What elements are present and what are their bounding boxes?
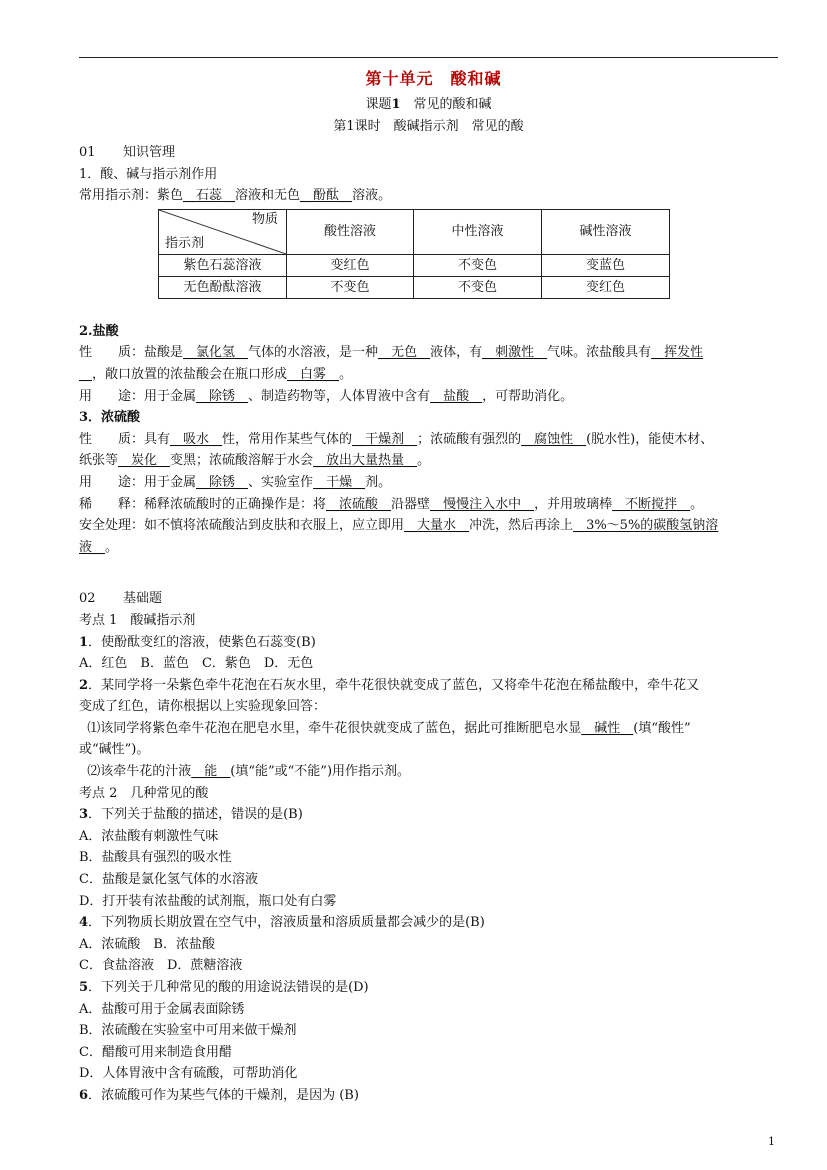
question-number: 5 <box>79 980 89 995</box>
table-cell: 变红色 <box>287 254 414 276</box>
k3-heading-text: 3．浓硫酸 <box>79 410 141 426</box>
question-2-line-2: 变成了红色，请你根据以上实验现象回答： <box>79 699 327 715</box>
text: 液体，有 <box>430 345 483 361</box>
table-header-cell: 酸性溶液 <box>287 209 414 254</box>
answer-blank: __干燥__ <box>313 474 366 490</box>
text: 冲洗，然后再涂上 <box>469 518 574 534</box>
text: ⑴该同学将紫色牵牛花泡在肥皂水里，牵牛花很快就变成了蓝色，据此可推断肥皂水显 <box>87 720 582 736</box>
k3-use-line <box>79 472 778 494</box>
text: 如不慎将浓硫酸沾到皮肤和衣服上，应立即用 <box>144 518 405 534</box>
question-number: 6 <box>79 1087 89 1103</box>
k3-heading <box>79 407 778 429</box>
text: 。 <box>417 453 431 469</box>
field-label: 性 质： <box>79 431 145 447</box>
section-number: 01 <box>79 145 96 160</box>
answer-blank: __刺激性__ <box>482 345 548 361</box>
text: ⑵该牵牛花的汁液 <box>87 764 192 780</box>
k1-line <box>79 185 778 207</box>
answer-blank: __除锈__ <box>196 388 249 404</box>
field-label: 性 质： <box>79 345 145 361</box>
table-cell: 变蓝色 <box>542 254 670 276</box>
indicator-table <box>158 209 670 299</box>
text: 气体的水溶液，是一种 <box>248 345 379 361</box>
option: C．醋酸可用来制造食用醋 <box>79 1044 232 1060</box>
question-1: 1．使酚酞变红的溶液，使紫色石蕊变(B) <box>79 634 316 650</box>
option: D．人体胃液中含有硫酸，可帮助消化 <box>79 1066 298 1082</box>
answer-blank: __盐酸__ <box>430 388 483 404</box>
k3-dilution-line <box>79 494 778 516</box>
question-2-sub-1 <box>79 718 778 740</box>
answer-blank: __ <box>79 366 92 382</box>
answer-blank: __干燥剂__ <box>352 431 418 447</box>
text: 剂。 <box>365 474 392 490</box>
question-6: 6．浓硫酸可作为某些气体的干燥剂，是因为 (B) <box>79 1087 359 1103</box>
answer-blank: __石蕊__ <box>183 188 236 204</box>
text: 稀释浓硫酸时的正确操作是：将 <box>144 496 327 512</box>
question-number: 3 <box>79 807 89 823</box>
table-header-row <box>159 209 670 254</box>
text: 变黑；浓硫酸溶解于水会 <box>170 453 314 469</box>
k2-property-line <box>79 342 778 364</box>
period-title <box>79 116 778 138</box>
lesson-prefix: 课题 <box>365 97 392 112</box>
corner-bottom-label: 指示剂 <box>165 235 205 251</box>
answer-blank: __挥发性 <box>651 345 704 361</box>
field-label: 用 途： <box>79 474 145 490</box>
question-stem: 下列物质长期放置在空气中，溶液质量和溶质质量都会减少的是(B) <box>101 915 485 931</box>
k3-property-line <box>79 429 778 451</box>
section-heading-01 <box>79 142 778 164</box>
answer-blank: __吸水__ <box>170 431 223 447</box>
field-label: 稀 释： <box>79 496 145 512</box>
k3-safety-line-2 <box>79 537 778 559</box>
table-cell: 无色酚酞溶液 <box>159 276 287 298</box>
text: 、实验室作 <box>248 474 314 490</box>
table-cell: 变红色 <box>542 276 670 298</box>
table-row <box>159 276 670 298</box>
table-cell: 不变色 <box>414 254 542 276</box>
question-number: 1 <box>79 634 89 650</box>
text: ，并用玻璃棒 <box>534 496 613 512</box>
section-heading-02 <box>79 588 778 610</box>
page-number: 1 <box>768 1135 775 1148</box>
answer-blank: __能__ <box>191 764 231 780</box>
k1-heading: 1．酸、碱与指示剂作用 <box>79 166 218 182</box>
field-label: 用 途： <box>79 388 145 404</box>
corner-top-label: 物质 <box>251 211 278 227</box>
section-label: 知识管理 <box>123 145 176 160</box>
answer-blank: __酚酞__ <box>300 188 353 204</box>
option: D．打开装有浓盐酸的试剂瓶，瓶口处有白雾 <box>79 893 337 909</box>
table-corner-cell <box>159 209 287 254</box>
section-number: 02 <box>79 591 96 607</box>
answer-blank: 液__ <box>79 539 106 555</box>
table-cell: 不变色 <box>414 276 542 298</box>
spacer <box>79 301 778 321</box>
text: 。 <box>105 539 119 555</box>
question-number: 4 <box>79 915 89 931</box>
k3-property-line-2 <box>79 450 778 472</box>
table-header-cell: 碱性溶液 <box>542 209 670 254</box>
question-2-sub-2 <box>79 761 778 783</box>
k2-heading <box>79 321 778 343</box>
table-cell: 紫色石蕊溶液 <box>159 254 287 276</box>
lesson-title <box>79 94 778 116</box>
unit-title: 第十单元 酸和碱 <box>365 69 502 88</box>
k3-safety-line <box>79 515 778 537</box>
text: ，可帮助消化。 <box>482 388 574 404</box>
answer-blank: __3%～5%的碳酸氢钠溶 <box>573 518 719 534</box>
option: A．盐酸可用于金属表面除锈 <box>79 1001 245 1017</box>
question-stem: 下列关于盐酸的描述，错误的是(B) <box>101 807 303 823</box>
answer-blank: __腐蚀性__ <box>521 431 587 447</box>
period-text: 课时 酸碱指示剂 常见的酸 <box>354 119 524 134</box>
text: 。 <box>690 496 704 512</box>
answer-blank: __慢慢注入水中__ <box>430 496 535 512</box>
lesson-text: 常见的酸和碱 <box>413 97 492 112</box>
period-number: 1 <box>346 119 355 134</box>
answer-blank: __氯化氢__ <box>183 345 249 361</box>
text: 沿器壁 <box>391 496 431 512</box>
answer-blank: __浓硫酸__ <box>326 496 392 512</box>
answer-blank: __放出大量热量__ <box>313 453 418 469</box>
answer-blank: __无色__ <box>378 345 431 361</box>
question-stem: 使酚酞变红的溶液，使紫色石蕊变(B) <box>101 634 316 650</box>
text: 盐酸是 <box>144 345 184 361</box>
question-stem: 某同学将一朵紫色牵牛花泡在石灰水里，牵牛花很快就变成了蓝色，又将牵牛花泡在稀盐酸中，牵牛花又 <box>101 677 700 693</box>
text: 气味。浓盐酸具有 <box>547 345 652 361</box>
spacer <box>79 558 778 584</box>
text: 用于金属 <box>144 388 197 404</box>
table-row <box>159 254 670 276</box>
text: ；浓硫酸有强烈的 <box>417 431 522 447</box>
text: ，敞口放置的浓盐酸会在瓶口形成 <box>92 366 288 382</box>
question-stem: 下列关于几种常见的酸的用途说法错误的是(D) <box>101 980 369 995</box>
text: 。 <box>339 366 353 382</box>
table-cell: 不变色 <box>287 276 414 298</box>
text: 纸张等 <box>79 453 119 469</box>
text: 溶液和无色 <box>235 188 301 204</box>
period-prefix: 第 <box>333 119 347 134</box>
text: 性，常用作某些气体的 <box>222 431 353 447</box>
question-4: 4．下列物质长期放置在空气中，溶液质量和溶质质量都会减少的是(B) <box>79 915 485 931</box>
table-header-cell: 中性溶液 <box>414 209 542 254</box>
option: A．浓硫酸 B．浓盐酸 <box>79 936 215 952</box>
option: A．浓盐酸有刺激性气味 <box>79 828 219 844</box>
question-number: 2 <box>79 677 89 693</box>
text: (脱水性)，能使木材、 <box>586 431 714 447</box>
text: 、制造药物等，人体胃液中含有 <box>248 388 431 404</box>
header-rule <box>79 57 778 58</box>
question-1-options: A．红色 B．蓝色 C．紫色 D．无色 <box>79 656 314 672</box>
k2-heading-text: 2.盐酸 <box>79 323 119 339</box>
text: 具有 <box>144 431 171 447</box>
answer-blank: __碱性__ <box>581 720 634 736</box>
text: 溶液。 <box>352 188 392 204</box>
option: B．盐酸具有强烈的吸水性 <box>79 850 232 866</box>
topic-heading-2: 考点 2 几种常见的酸 <box>79 785 209 801</box>
question-5: 5．下列关于几种常见的酸的用途说法错误的是(D) <box>79 980 369 995</box>
answer-blank: __除锈__ <box>196 474 249 490</box>
answer-blank: __炭化__ <box>118 453 171 469</box>
text: (填“酸性” <box>633 720 691 736</box>
text: (填“能”或“不能”)用作指示剂。 <box>230 764 411 780</box>
document-page <box>79 64 778 1107</box>
lesson-number: 1 <box>391 97 401 112</box>
text: 用于金属 <box>144 474 197 490</box>
question-2: 2．某同学将一朵紫色牵牛花泡在石灰水里，牵牛花很快就变成了蓝色，又将牵牛花泡在稀盐酸中，牵牛花又 <box>79 677 700 693</box>
option: C．食盐溶液 D．蔗糖溶液 <box>79 958 243 974</box>
question-stem: 浓硫酸可作为某些气体的干燥剂，是因为 (B) <box>101 1087 359 1103</box>
answer-blank: __不断搅拌__ <box>612 496 691 512</box>
field-label: 安全处理： <box>79 518 145 534</box>
text: 常用指示剂：紫色 <box>79 188 184 204</box>
option: B．浓硫酸在实验室中可用来做干燥剂 <box>79 1023 297 1039</box>
section-label: 基础题 <box>123 591 163 607</box>
option: C．盐酸是氯化氢气体的水溶液 <box>79 872 258 888</box>
answer-blank: __大量水__ <box>404 518 470 534</box>
answer-blank: __白雾__ <box>287 366 340 382</box>
question-2-sub-1-cont: 或“碱性”)。 <box>79 742 150 758</box>
k2-property-line-2 <box>79 364 778 386</box>
topic-heading-1: 考点 1 酸碱指示剂 <box>79 612 196 628</box>
question-3: 3．下列关于盐酸的描述，错误的是(B) <box>79 807 303 823</box>
k2-use-line <box>79 386 778 408</box>
